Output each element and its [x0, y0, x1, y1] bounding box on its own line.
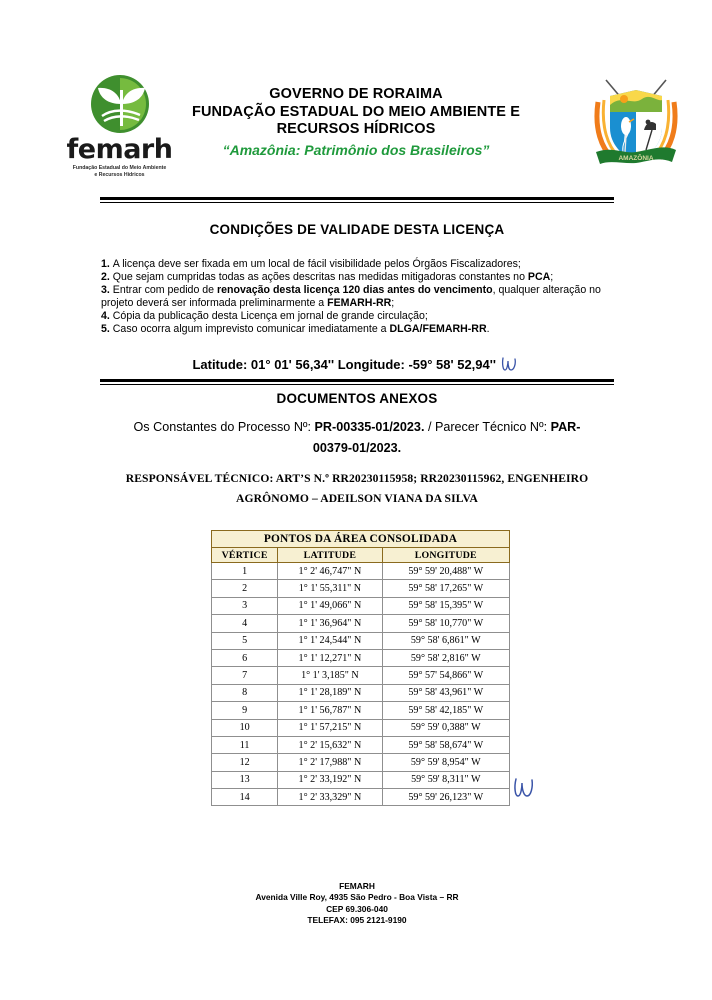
cell-longitude: 59° 59' 20,488" W: [382, 563, 509, 580]
condition-text: A licença deve ser fixada em um local de fácil visibilidade pelos Órgãos Fiscalizadores;: [112, 258, 521, 270]
table-row: [212, 754, 510, 771]
table-title-row: [212, 531, 510, 548]
cell-longitude: 59° 58' 10,770" W: [382, 615, 509, 632]
cell-latitude: 1° 2' 17,988" N: [278, 754, 382, 771]
femarh-logo-subtitle-line1: Fundação Estadual do Meio Ambiente: [72, 165, 167, 171]
condition-item-3: [101, 284, 631, 310]
table-header-row: [212, 548, 510, 563]
cell-longitude: 59° 59' 8,954" W: [382, 754, 509, 771]
condition-emphasis: FEMARH-RR: [327, 297, 392, 310]
table-row: [212, 702, 510, 719]
cell-longitude: 59° 58' 6,861" W: [382, 632, 509, 649]
cell-longitude: 59° 58' 43,961" W: [382, 684, 509, 701]
cell-vertice: 3: [212, 597, 278, 614]
column-header-longitude: LONGITUDE: [382, 548, 509, 563]
opinion-number-part2: 00379-01/2023.: [312, 441, 402, 455]
cell-vertice: 12: [212, 754, 278, 771]
cell-latitude: 1° 2' 15,632" N: [278, 736, 382, 753]
header-slogan: “Amazônia: Patrimônio dos Brasileiros”: [222, 141, 490, 158]
cell-longitude: 59° 59' 8,311" W: [382, 771, 509, 788]
cell-longitude: 59° 59' 26,123" W: [382, 789, 509, 806]
cell-longitude: 59° 59' 0,388" W: [382, 719, 509, 736]
cell-longitude: 59° 57' 54,866" W: [382, 667, 509, 684]
table-body: [212, 563, 510, 806]
page-title-line-2: FUNDAÇÃO ESTADUAL DO MEIO AMBIENTE E: [192, 103, 520, 120]
cell-vertice: 2: [212, 580, 278, 597]
condition-emphasis: renovação desta licença 120 dias antes do vencimento: [217, 284, 493, 297]
cell-latitude: 1° 1' 49,066" N: [278, 597, 382, 614]
condition-text: ;: [391, 297, 395, 310]
cell-vertice: 11: [212, 736, 278, 753]
cell-longitude: 59° 58' 58,674" W: [382, 736, 509, 753]
column-header-latitude: LATITUDE: [278, 548, 382, 563]
table-row: [212, 580, 510, 597]
femarh-leaf-logo-icon: [90, 74, 150, 134]
femarh-logo-subtitle-line2: e Recursos Hídricos: [94, 172, 145, 179]
cell-longitude: 59° 58' 2,816" W: [382, 649, 509, 666]
condition-number: 4.: [101, 310, 113, 323]
condition-number: 1.: [101, 258, 113, 270]
cell-vertice: 1: [212, 563, 278, 580]
condition-item-5: [101, 323, 631, 336]
table-row: [212, 649, 510, 666]
cell-latitude: 1° 1' 3,185" N: [278, 667, 382, 684]
roraima-coat-of-arms-icon: [588, 72, 684, 176]
responsible-technician-line-1: RESPONSÁVEL TÉCNICO: ART’S N.º RR20230115958; RR20230115962, ENGENHEIRO: [125, 472, 589, 485]
table-title: PONTOS DA ÁREA CONSOLIDADA: [212, 531, 510, 548]
footer-org: FEMARH: [339, 881, 375, 891]
condition-text: Que sejam cumpridas todas as ações descritas nas medidas mitigadoras constantes no: [112, 271, 528, 284]
condition-item-2: [101, 271, 631, 284]
femarh-wordmark: femarh: [66, 134, 173, 165]
table-row: [212, 667, 510, 684]
cell-latitude: 1° 1' 57,215" N: [278, 719, 382, 736]
responsible-technician-block: [100, 469, 614, 509]
divider-top-annexes: [100, 379, 614, 385]
footer-cep: CEP 69.306-040: [326, 903, 388, 914]
cell-vertice: 14: [212, 789, 278, 806]
cell-vertice: 8: [212, 684, 278, 701]
femarh-logo-subtitle: [42, 165, 197, 179]
coordinates-text: Latitude: 01° 01' 56,34'' Longitude: -59° 58' 52,94'': [192, 357, 496, 372]
footer-address: Avenida Ville Roy, 4935 São Pedro - Boa Vista – RR: [255, 892, 459, 903]
opinion-number-part1: PAR-: [550, 420, 581, 434]
annexes-line-prefix: Os Constantes do Processo Nº:: [133, 420, 315, 434]
annexes-line-middle: / Parecer Técnico Nº:: [424, 420, 551, 434]
annexes-section-title: DOCUMENTOS ANEXOS: [276, 391, 438, 406]
conditions-section-title: CONDIÇÕES DE VALIDADE DESTA LICENÇA: [209, 222, 505, 237]
table-row: [212, 597, 510, 614]
table-row: [212, 615, 510, 632]
document-footer: [100, 881, 614, 927]
column-header-vertice: VÉRTICE: [212, 548, 278, 563]
cell-longitude: 59° 58' 17,265" W: [382, 580, 509, 597]
condition-text: Cópia da publicação desta Licença em jornal de grande circulação;: [112, 310, 428, 323]
cell-latitude: 1° 1' 12,271" N: [278, 649, 382, 666]
table-row: [212, 719, 510, 736]
process-number: PR-00335-01/2023.: [314, 420, 425, 434]
condition-number: 3.: [101, 284, 113, 297]
cell-latitude: 1° 1' 55,311" N: [278, 580, 382, 597]
cell-vertice: 7: [212, 667, 278, 684]
table-row: [212, 771, 510, 788]
consolidated-area-points-table-wrap: [211, 530, 510, 806]
page-title-line-1: GOVERNO DE RORAIMA: [269, 86, 443, 102]
cell-latitude: 1° 1' 56,787" N: [278, 702, 382, 719]
condition-emphasis: DLGA/FEMARH-RR: [389, 323, 487, 336]
table-row: [212, 684, 510, 701]
cell-vertice: 13: [212, 771, 278, 788]
svg-text:AMAZÔNIA: AMAZÔNIA: [618, 155, 654, 162]
cell-latitude: 1° 2' 46,747" N: [278, 563, 382, 580]
condition-number: 5.: [101, 323, 113, 336]
cell-latitude: 1° 2' 33,329" N: [278, 789, 382, 806]
document-header: [0, 72, 712, 177]
footer-telefax: TELEFAX: 095 2121-9190: [307, 915, 407, 926]
condition-item-1: [101, 258, 631, 271]
table-head: [212, 531, 510, 563]
condition-text: Caso ocorra algum imprevisto comunicar imediatamente a: [112, 323, 390, 336]
table-row: [212, 563, 510, 580]
cell-latitude: 1° 1' 28,189" N: [278, 684, 382, 701]
condition-text: Entrar com pedido de: [112, 284, 218, 297]
annexes-body: [120, 417, 594, 459]
cell-latitude: 1° 1' 36,964" N: [278, 615, 382, 632]
table-row: [212, 789, 510, 806]
condition-text: .: [486, 323, 490, 336]
condition-text: , qualquer alteração no projeto deverá ser informada preliminarmente a: [101, 284, 601, 310]
cell-longitude: 59° 58' 42,185" W: [382, 702, 509, 719]
consolidated-area-points-table: [211, 530, 510, 806]
handwritten-initials-coordinates: [500, 357, 522, 371]
condition-text: ;: [550, 271, 554, 284]
cell-latitude: 1° 2' 33,192" N: [278, 771, 382, 788]
table-row: [212, 632, 510, 649]
responsible-technician-line-2: AGRÔNOMO – ADEILSON VIANA DA SILVA: [236, 492, 478, 505]
cell-vertice: 4: [212, 615, 278, 632]
condition-number: 2.: [101, 271, 113, 284]
cell-latitude: 1° 1' 24,544" N: [278, 632, 382, 649]
table-row: [212, 736, 510, 753]
coordinates-line: [100, 357, 614, 372]
page-title-line-3: RECURSOS HÍDRICOS: [276, 121, 436, 137]
cell-vertice: 6: [212, 649, 278, 666]
conditions-list: [101, 258, 631, 337]
cell-vertice: 9: [212, 702, 278, 719]
cell-vertice: 5: [212, 632, 278, 649]
cell-vertice: 10: [212, 719, 278, 736]
condition-item-4: [101, 310, 631, 323]
divider-top-conditions: [100, 197, 614, 203]
handwritten-initials-table: [512, 776, 542, 804]
condition-emphasis: PCA: [527, 271, 551, 284]
header-title-block: [170, 86, 542, 158]
cell-longitude: 59° 58' 15,395" W: [382, 597, 509, 614]
